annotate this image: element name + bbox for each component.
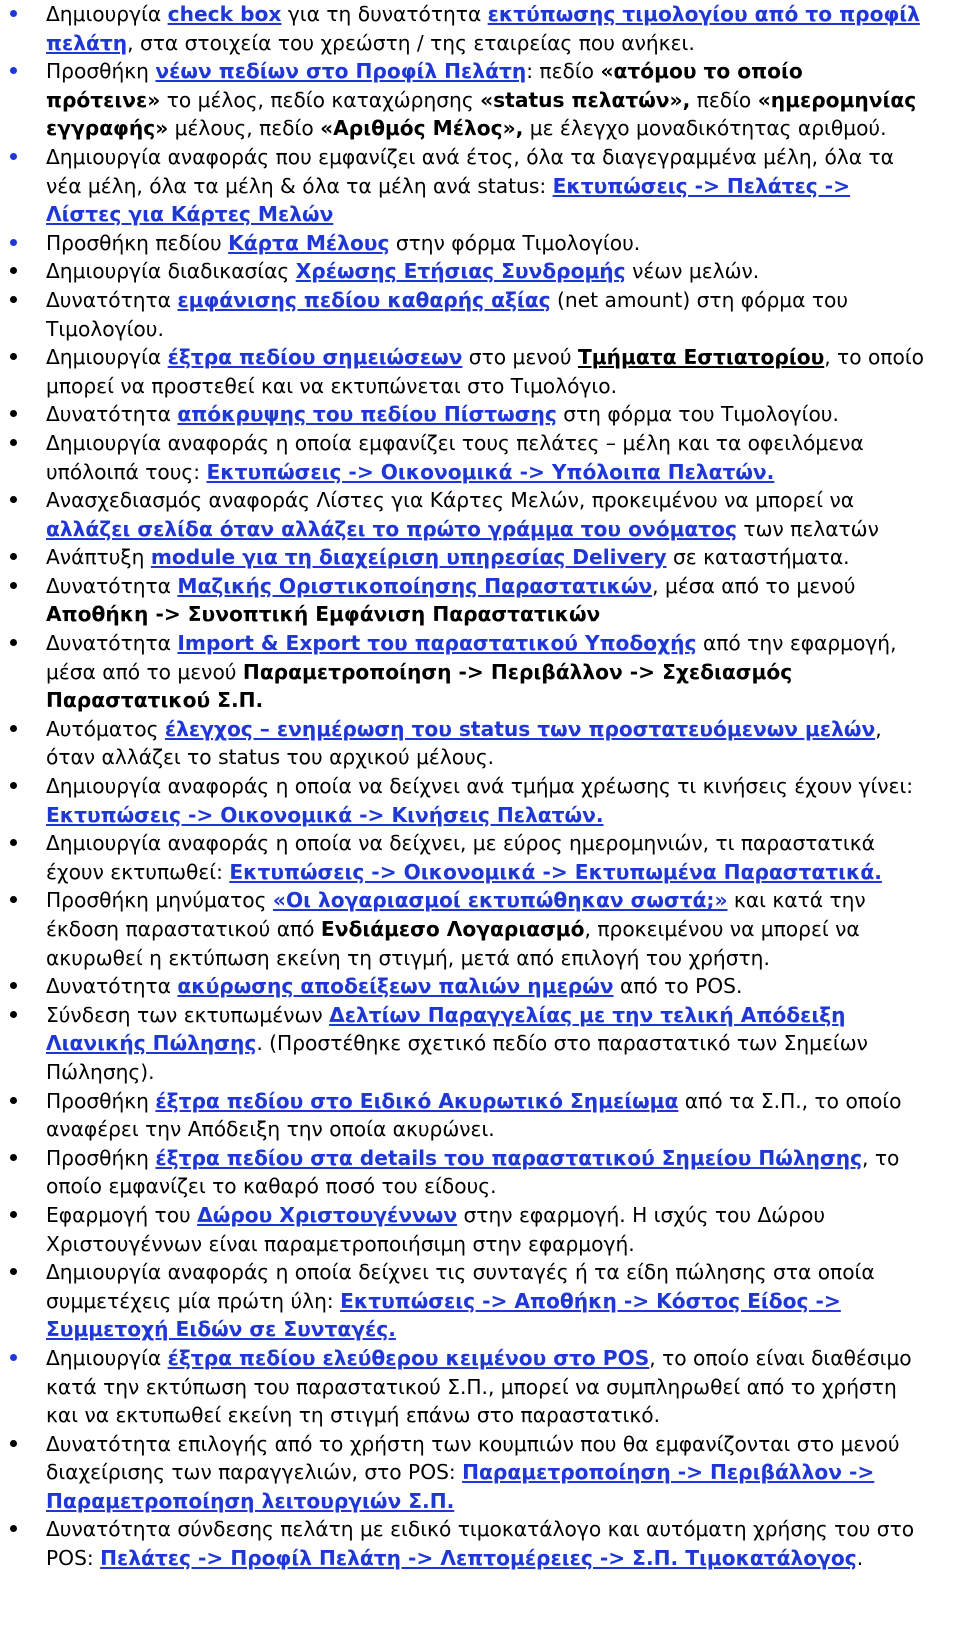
text: Προσθήκη μηνύματος (46, 888, 273, 913)
text: στη φόρμα του Τιμολογίου. (556, 402, 839, 427)
bold-text: Ενδιάμεσο Λογαριασμό (320, 917, 585, 941)
list-item (10, 257, 924, 286)
text: Προσθήκη (46, 59, 156, 84)
list-item (10, 1344, 924, 1430)
list-item (10, 1087, 924, 1144)
bold-text: «Αριθμός Μέλος», (320, 116, 524, 141)
text: : πεδίο (526, 59, 601, 84)
text: Προσθήκη πεδίου (46, 230, 229, 255)
text: από την εφαρμογή, μέσα από το μενού (46, 631, 897, 684)
text: Δημιουργία αναφοράς η οποία εμφανίζει τους πελάτες – μέλη και τα οφειλόμενα υπόλοιπά τους: (46, 430, 864, 484)
text: το μέλος, πεδίο καταχώρησης (160, 87, 481, 112)
bullet-icon (10, 353, 17, 360)
link[interactable]: module για τη διαχείριση υπηρεσίας Delivery (150, 545, 667, 570)
bullet-icon (10, 296, 17, 303)
text: Δυνατότητα (46, 402, 178, 427)
bullet-icon (10, 1011, 17, 1018)
link[interactable]: Τμήματα Εστιατορίου (578, 345, 825, 370)
list-item (10, 343, 924, 400)
text: και κατά την έκδοση παραστατικού από (46, 888, 866, 941)
list-item (10, 543, 924, 572)
link[interactable]: έξτρα πεδίου στο Ειδικό Ακυρωτικό Σημείωμα (155, 1088, 679, 1113)
bullet-icon (10, 67, 17, 74)
bullet-icon (10, 1268, 17, 1275)
text: , στα στοιχεία του χρεώστη / της εταιρείας που ανήκει. (127, 30, 695, 55)
list-item (10, 229, 924, 258)
text: Δημιουργία (46, 1345, 168, 1370)
text: Εφαρμογή του (46, 1202, 198, 1227)
text: σε καταστήματα. (666, 545, 850, 570)
link[interactable]: έλεγχος – ενημέρωση του status των προστατευόμενων μελών (164, 716, 876, 741)
link[interactable]: Δώρου Χριστουγέννων (197, 1202, 458, 1227)
bullet-icon (10, 1154, 17, 1161)
text: Δημιουργία αναφοράς η οποία να δείχνει, με εύρος ημερομηνιών, τι παραστατικά έχουν εκτυπωθεί: (46, 831, 875, 884)
text: , το οποίο είναι διαθέσιμο κατά την εκτύπωση του παραστατικού Σ.Π., μπορεί να συμπληρωθεί από το χρήστη και να εκτυπωθεί εκείνη τη στιγμή επάνω στο παραστατικό. (46, 1345, 912, 1428)
text: , το οποίο μπορεί να προστεθεί και να εκτυπώνεται στο Τιμολόγιο. (46, 345, 924, 398)
text: από το POS. (613, 974, 743, 999)
link[interactable]: check box (167, 2, 282, 26)
list-item (10, 400, 924, 429)
list-item (10, 1515, 924, 1572)
bold-text: «status πελατών», (480, 87, 691, 112)
list-item (10, 429, 924, 486)
bold-text: Αποθήκη -> Συνοπτική Εμφάνιση Παραστατικών (46, 602, 601, 627)
list-item (10, 1144, 924, 1201)
bullet-icon (10, 1211, 17, 1218)
changelog-list (10, 0, 924, 1573)
bullet-icon (10, 439, 17, 446)
bullet-icon (10, 839, 17, 846)
link[interactable]: έξτρα πεδίου στα details του παραστατικού Σημείου Πώλησης (155, 1145, 863, 1170)
list-item (10, 143, 924, 229)
text: μέλους, πεδίο (168, 116, 321, 141)
link[interactable]: νέων πεδίων στο Προφίλ Πελάτη (155, 59, 527, 84)
link[interactable]: Κάρτα Μέλους (228, 230, 390, 255)
list-item (10, 886, 924, 972)
list-item (10, 629, 924, 715)
bullet-icon (10, 1097, 17, 1104)
bullet-icon (10, 239, 17, 246)
bullet-icon (10, 153, 17, 160)
list-item (10, 486, 924, 543)
link[interactable]: απόκρυψης του πεδίου Πίστωσης (177, 402, 557, 427)
link[interactable]: Πελάτες -> Προφίλ Πελάτη -> Λεπτομέρειες -> Σ.Π. Τιμοκατάλογος (100, 1546, 857, 1571)
text: των πελατών (737, 516, 879, 541)
text: Ανάπτυξη (46, 545, 151, 570)
bullet-icon (10, 267, 17, 274)
text: Σύνδεση των εκτυπωμένων (46, 1002, 330, 1027)
text: , προκειμένου να μπορεί να ακυρωθεί η εκτύπωση εκείνη τη στιγμή, μετά από επιλογή του χρήστη. (46, 917, 860, 970)
link[interactable]: «Οι λογαριασμοί εκτυπώθηκαν σωστά;» (272, 888, 728, 913)
bullet-icon (10, 582, 17, 589)
list-item (10, 572, 924, 629)
list-item (10, 1258, 924, 1344)
link[interactable]: Εκτυπώσεις -> Οικονομικά -> Εκτυπωμένα Παραστατικά. (229, 859, 882, 884)
text: Δυνατότητα επιλογής από το χρήστη των κουμπιών που θα εμφανίζονται στο μενού διαχείρισης των παραγγελιών, στο POS: (46, 1431, 900, 1485)
bullet-icon (10, 896, 17, 903)
text: Δυνατότητα (46, 974, 178, 999)
list-item (10, 0, 924, 57)
text: για τη δυνατότητα (281, 2, 488, 26)
text: νέων μελών. (625, 259, 760, 284)
link[interactable]: αλλάζει σελίδα όταν αλλάζει το πρώτο γράμμα του ονόματος (46, 516, 738, 541)
link[interactable]: Import & Export του παραστατικού Υποδοχής (177, 631, 697, 656)
text: Αυτόματος (46, 716, 165, 741)
text: από τα Σ.Π., το οποίο αναφέρει την Απόδειξη την οποία ακυρώνει. (46, 1088, 902, 1142)
bullet-icon (10, 553, 17, 560)
text: Προσθήκη (46, 1145, 156, 1170)
text: Δημιουργία διαδικασίας (46, 259, 296, 284)
list-item (10, 972, 924, 1001)
text: Προσθήκη (46, 1088, 156, 1113)
text: στην εφαρμογή. Η ισχύς του Δώρου Χριστουγέννων είναι παραμετροποιήσιμη στην εφαρμογή. (46, 1202, 826, 1256)
link[interactable]: εκτύπωσης τιμολογίου από το προφίλ πελάτη (46, 2, 920, 55)
text: (net amount) στη φόρμα του Τιμολογίου. (46, 287, 849, 341)
text: στην φόρμα Τιμολογίου. (389, 230, 641, 255)
text: Δυνατότητα (46, 631, 178, 656)
text: Δημιουργία αναφοράς η οποία δείχνει τις συνταγές ή τα είδη πώλησης στα οποία συμμετέχεις μία πρώτη ύλη: (46, 1260, 875, 1313)
link[interactable]: Μαζικής Οριστικοποίησης Παραστατικών (177, 573, 653, 598)
link[interactable]: έξτρα πεδίου ελεύθερου κειμένου στο POS (167, 1345, 650, 1370)
text: Ανασχεδιασμός αναφοράς Λίστες για Κάρτες Μελών, προκειμένου να μπορεί να (46, 488, 855, 513)
bold-text: «ατόμου το οποίο πρότεινε» (46, 59, 803, 112)
text: , όταν αλλάζει το status του αρχικού μέλους. (46, 716, 882, 770)
text: πεδίο (690, 87, 758, 112)
bullet-icon (10, 725, 17, 732)
bullet-icon (10, 10, 17, 17)
bold-text: Παραμετροποίηση -> Περιβάλλον -> Σχεδιασμός Παραστατικού Σ.Π. (46, 659, 793, 713)
text: Δημιουργία (46, 345, 168, 370)
bullet-icon (10, 1525, 17, 1532)
list-item (10, 1430, 924, 1516)
link[interactable]: Δελτίων Παραγγελίας με την τελική Απόδειξη Λιανικής Πώλησης (46, 1002, 846, 1056)
link[interactable]: Εκτυπώσεις -> Πελάτες -> Λίστες για Κάρτες Μελών (46, 173, 851, 227)
text: με έλεγχο μοναδικότητας αριθμού. (523, 116, 887, 141)
text: Δημιουργία (46, 2, 168, 26)
text: . (856, 1546, 864, 1571)
bullet-icon (10, 410, 17, 417)
link[interactable]: Εκτυπώσεις -> Οικονομικά -> Κινήσεις Πελατών. (46, 802, 604, 827)
text: Δημιουργία αναφοράς η οποία να δείχνει ανά τμήμα χρέωσης τι κινήσεις έχουν γίνει: (46, 774, 914, 799)
bullet-icon (10, 1440, 17, 1447)
link[interactable]: Εκτυπώσεις -> Αποθήκη -> Κόστος Είδος -> Συμμετοχή Ειδών σε Συνταγές. (46, 1288, 841, 1342)
text: Δημιουργία αναφοράς που εμφανίζει ανά έτος, όλα τα διαγεγραμμένα μέλη, όλα τα νέα μέλη, όλα τα μέλη & όλα τα μέλη ανά status: (46, 144, 894, 198)
list-item (10, 772, 924, 829)
text: , το οποίο εμφανίζει το καθαρό ποσό του είδους. (46, 1145, 900, 1199)
text: στο μενού (462, 345, 578, 370)
list-item (10, 715, 924, 772)
list-item (10, 57, 924, 143)
link[interactable]: ακύρωσης αποδείξεων παλιών ημερών (177, 974, 614, 999)
text: Δυνατότητα σύνδεσης πελάτη με ειδικό τιμοκατάλογο και αυτόματη χρήσης του στο POS: (46, 1517, 915, 1571)
list-item (10, 1001, 924, 1087)
text: . (Προστέθηκε σχετικό πεδίο στο παραστατικό των Σημείων Πώλησης). (46, 1031, 868, 1084)
list-item (10, 829, 924, 886)
list-item (10, 1201, 924, 1258)
bullet-icon (10, 782, 17, 789)
link[interactable]: Χρέωσης Ετήσιας Συνδρομής (295, 259, 626, 284)
link[interactable]: Εκτυπώσεις -> Οικονομικά -> Υπόλοιπα Πελατών. (206, 459, 775, 484)
bullet-icon (10, 639, 17, 646)
list-item (10, 286, 924, 343)
text: Δυνατότητα (46, 573, 178, 598)
bullet-icon (10, 982, 17, 989)
link[interactable]: Παραμετροποίηση -> Περιβάλλον -> Παραμετροποίηση λειτουργιών Σ.Π. (46, 1460, 875, 1513)
link[interactable]: εμφάνισης πεδίου καθαρής αξίας (177, 287, 551, 312)
text: Δυνατότητα (46, 287, 178, 312)
text: , μέσα από το μενού (652, 573, 856, 598)
bullet-icon (10, 496, 17, 503)
bullet-icon (10, 1354, 17, 1361)
link[interactable]: έξτρα πεδίου σημειώσεων (167, 345, 463, 370)
bold-text: «ημερομηνίας εγγραφής» (46, 87, 917, 141)
